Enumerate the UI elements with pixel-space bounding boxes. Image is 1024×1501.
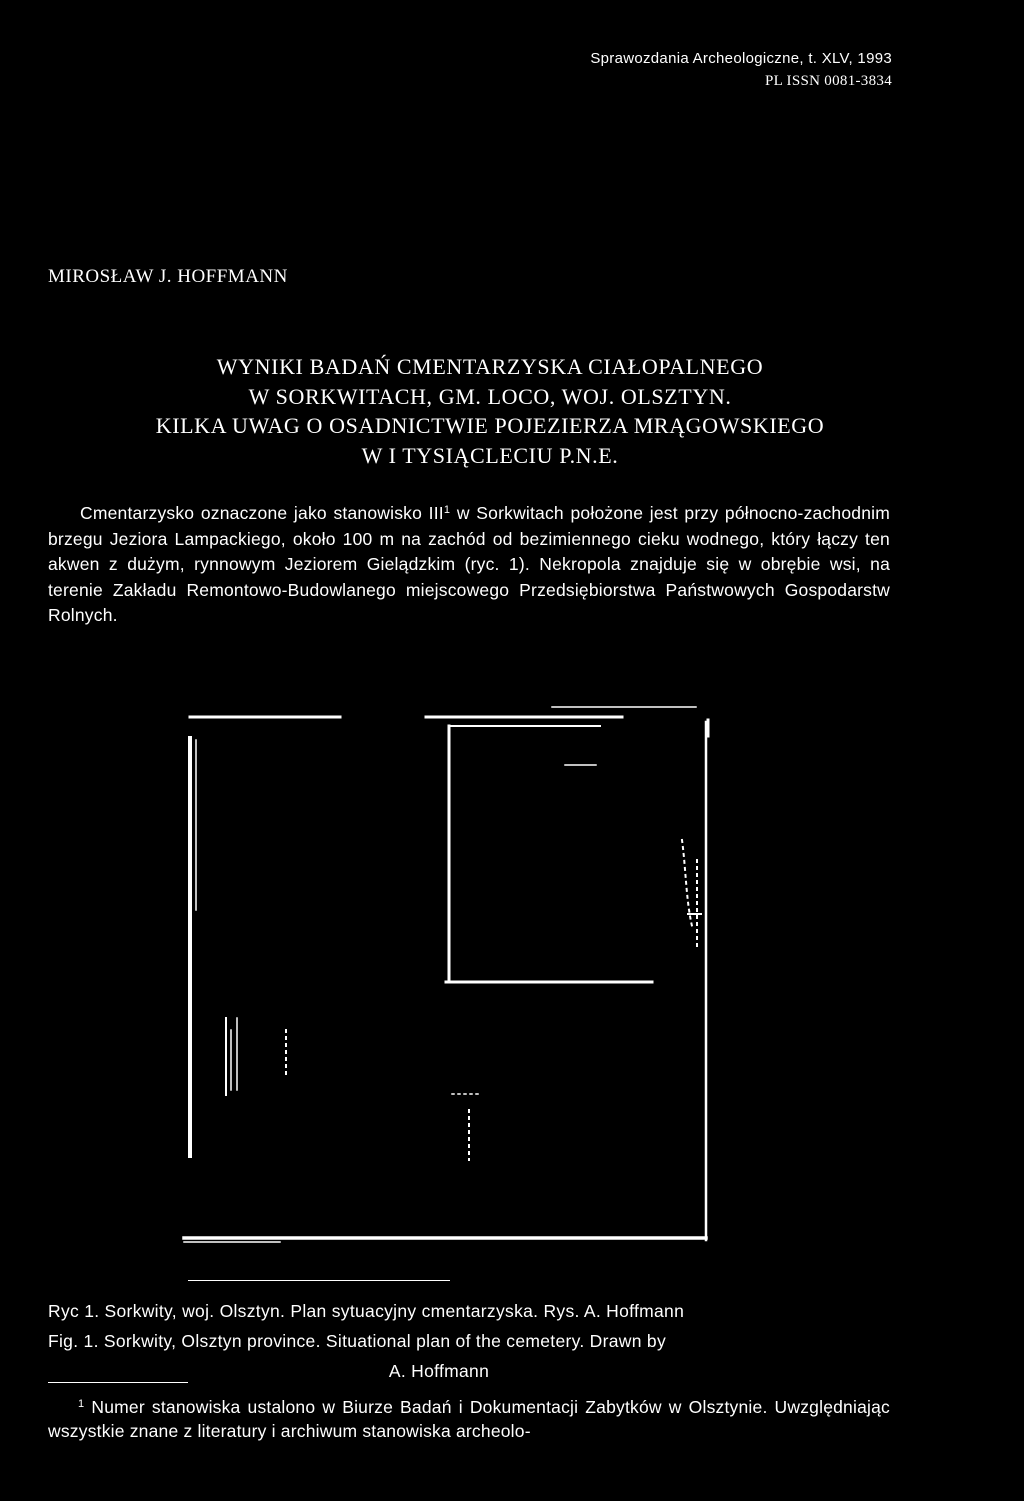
footnote-marker: 1 [78, 1398, 85, 1410]
figure-caption [48, 1296, 890, 1386]
body-text-start: Cmentarzysko oznaczone jako stanowisko III [80, 503, 444, 523]
footnote-reference[interactable]: 1 [443, 504, 451, 516]
title-line-2: W SORKWITACH, GM. LOCO, WOJ. OLSZTYN. [248, 383, 732, 409]
title-line-4: W I TYSIĄCLECIU P.N.E. [361, 442, 619, 468]
caption-english-line-2: A. Hoffmann [388, 1361, 490, 1381]
body-paragraph [48, 498, 890, 629]
running-header [590, 48, 892, 92]
figure-rule [188, 1280, 450, 1281]
issn-line: PL ISSN 0081-3834 [764, 73, 892, 89]
title-line-1: WYNIKI BADAŃ CMENTARZYSKA CIAŁOPALNEGO [216, 354, 764, 379]
site-plan-drawing [160, 700, 720, 1260]
footnote-rule [48, 1382, 188, 1383]
footnote-text: Numer stanowiska ustalono w Biurze Badań i Dokumentacji Zabytków w Olsztynie. Uwzględniając wszystkie znane z literatury i archiwum stanowiska archeolo- [48, 1397, 890, 1441]
article-title [48, 352, 932, 470]
footnote [48, 1392, 890, 1443]
author-name: MIROSŁAW J. HOFFMANN [48, 266, 288, 287]
body-text-rest: w Sorkwitach położone jest przy północno-zachodnim brzegu Jeziora Lampackiego, około 100 m na zachód od bezimiennego cieku wodnego, który łączy ten akwen z dużym, rynnowym Jeziorem Gielądzkim (ryc. 1). Nekropola znajduje się w obrębie wsi, na terenie Zakładu Remontowo-Budowlanego miejscowego Przedsiębiorstwa Państwowych Gospodarstw Rolnych. [48, 503, 890, 626]
journal-citation: Sprawozdania Archeologiczne, t. XLV, 1993 [590, 50, 892, 67]
caption-english-line-1: Fig. 1. Sorkwity, Olsztyn province. Situational plan of the cemetery. Drawn by [48, 1331, 666, 1351]
title-line-3: KILKA UWAG O OSADNICTWIE POJEZIERZA MRĄGOWSKIEGO [155, 413, 825, 438]
caption-polish: Ryc 1. Sorkwity, woj. Olsztyn. Plan sytuacyjny cmentarzyska. Rys. A. Hoffmann [48, 1301, 685, 1321]
site-plan-figure [160, 700, 720, 1260]
